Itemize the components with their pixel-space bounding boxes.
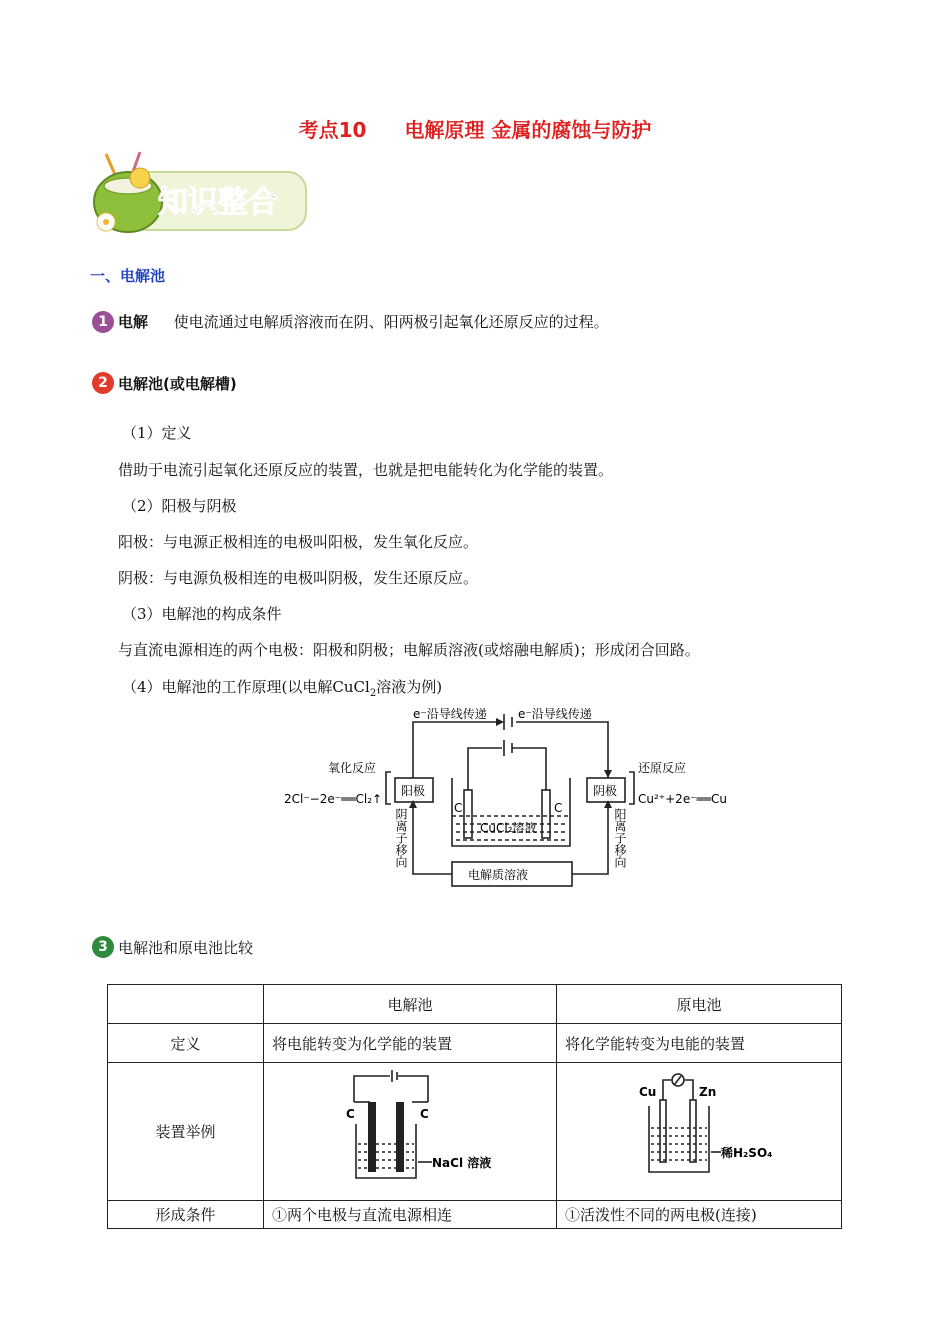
diagram-reduction-label: 还原反应 (638, 761, 687, 775)
table-header-cell: 原电池 (557, 985, 842, 1024)
sub4-heading-sub: 2 (369, 688, 377, 699)
cell-electrolytic: 将电能转变为化学能的装置 (264, 1024, 557, 1063)
diagram-cathode-box-label: 阴极 (593, 784, 618, 798)
item1-definition: 使电流通过电解质溶液而在阴、阳两极引起氧化还原反应的过程。 (173, 313, 609, 331)
sub2-anode: 阳极：与电源正极相连的电极叫阳极，发生氧化反应。 (118, 533, 479, 551)
comparison-table (107, 984, 842, 1229)
table-row (108, 1024, 842, 1063)
diagram-anode-equation: 2Cl⁻−2e⁻══Cl₂↑ (284, 792, 383, 806)
sub1-text: 借助于电流引起氧化还原反应的装置，也就是把电能转化为化学能的装置。 (118, 461, 614, 479)
table-row (108, 1063, 842, 1201)
cu-zn-galvanic-figure (565, 1066, 825, 1194)
table-header-row (108, 985, 842, 1024)
item-number-badge-2: 2 (92, 372, 114, 394)
cell-galvanic: ①活泼性不同的两电极(连接) (557, 1201, 842, 1229)
table-row (108, 1201, 842, 1229)
sub3-heading: （3）电解池的构成条件 (122, 605, 282, 623)
diagram-wire-left-label: e⁻沿导线传递 (413, 708, 487, 721)
diagram-solution-label: CuCl₂溶液 (480, 821, 537, 835)
title-topic-number: 考点10 (298, 118, 367, 142)
title-topic-name: 电解原理 金属的腐蚀与防护 (404, 118, 652, 142)
item1-term: 电解 (118, 313, 149, 331)
fig1-left-electrode: C (346, 1106, 355, 1121)
diagram-anion-move: 阴离子移向 (394, 808, 408, 868)
table-header-cell (108, 985, 264, 1024)
electrolysis-diagram (280, 708, 740, 890)
item3-heading: 电解池和原电池比较 (118, 939, 254, 957)
banner-text: 知识整合 (158, 185, 278, 220)
fig1-solution-label: NaCl 溶液 (432, 1155, 492, 1170)
diagram-electrode-right: C (554, 801, 563, 815)
fig1-right-electrode: C (420, 1106, 429, 1121)
sub4-heading (122, 677, 442, 704)
sub2-cathode: 阴极：与电源负极相连的电极叫阴极，发生还原反应。 (118, 569, 479, 587)
knowledge-banner (88, 150, 310, 244)
item1-line (118, 312, 609, 332)
diagram-anode-box-label: 阳极 (401, 784, 426, 798)
page-title (0, 114, 950, 143)
sub4-heading-post: 溶液为例) (376, 678, 443, 696)
row-label: 定义 (108, 1024, 264, 1063)
diagram-cathode-equation: Cu²⁺+2e⁻══Cu (638, 792, 727, 806)
diagram-wire-right-label: e⁻沿导线传递 (518, 708, 592, 721)
section-heading-electrolytic-cell: 一、电解池 (90, 267, 166, 285)
fig2-right-metal: Zn (699, 1084, 717, 1099)
item-number-badge-3: 3 (92, 936, 114, 958)
row-label: 形成条件 (108, 1201, 264, 1229)
item2-heading: 电解池(或电解槽) (118, 375, 237, 393)
cell-galvanic: 将化学能转变为电能的装置 (557, 1024, 842, 1063)
item-number-badge-1: 1 (92, 311, 114, 333)
coconut-banner-graphic (88, 150, 310, 244)
sub3-text: 与直流电源相连的两个电极：阳极和阴极；电解质溶液(或熔融电解质)；形成闭合回路。 (118, 641, 700, 659)
diagram-oxidation-label: 氧化反应 (328, 761, 377, 775)
sub4-heading-pre: （4）电解池的工作原理(以电解CuCl (122, 678, 370, 696)
sub1-heading: （1）定义 (122, 424, 192, 442)
cell-galvanic-figure (557, 1063, 842, 1201)
row-label: 装置举例 (108, 1063, 264, 1201)
cell-electrolytic-figure (264, 1063, 557, 1201)
diagram-cation-move: 阳离子移向 (613, 808, 627, 868)
sub2-heading: （2）阳极与阴极 (122, 497, 237, 515)
fig2-left-metal: Cu (639, 1084, 657, 1099)
fig2-solution-label: 稀H₂SO₄ (721, 1145, 773, 1160)
nacl-electrolysis-figure (272, 1066, 532, 1194)
diagram-electrolyte-box-label: 电解质溶液 (468, 868, 529, 882)
diagram-electrode-left: C (454, 801, 463, 815)
table-header-cell: 电解池 (264, 985, 557, 1024)
cell-electrolytic: ①两个电极与直流电源相连 (264, 1201, 557, 1229)
